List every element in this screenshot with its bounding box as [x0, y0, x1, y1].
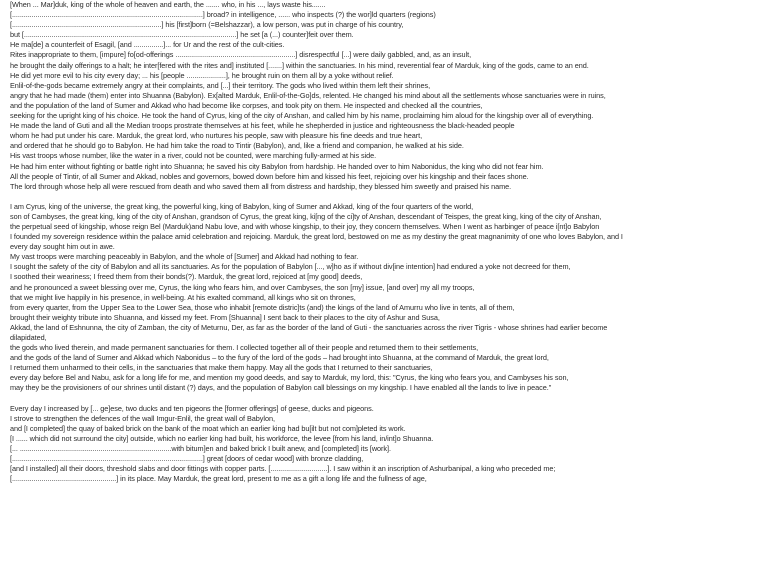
text-line: Every day I increased by [... ge]ese, two ducks and ten pigeons the [former offerings] of geese, ducks and pigeons.	[10, 403, 374, 413]
paragraph-building-works	[10, 404, 766, 485]
text-line: [.................................................................................................] great [doors of cedar wood] with bronze cladding,	[10, 454, 364, 464]
text-line: [I ...... which did not surround the city] outside, which no earlier king had built, his workforce, the levee [from his land, in/int]o Shuanna.	[10, 433, 434, 443]
paragraph-nabonidus-account	[10, 0, 766, 192]
text-line: angry that he had made (them) enter into Shuanna (Babylon). Ex[alted Marduk, Enlil-of-the-Go]ds, relented. He changed his mind about all the settlements whose sanctuaries were in ruins,	[10, 90, 606, 100]
text-line: I am Cyrus, king of the universe, the great king, the powerful king, king of Babylon, king of Sumer and Akkad, king of the four quarters of the world,	[10, 201, 474, 211]
text-line: He had him enter without fighting or battle right into Shuanna; he saved his city Babylon from hardship. He handed over to him Nabonidus, the king who did not fear him.	[10, 161, 544, 171]
text-line: he brought the daily offerings to a halt; he inter[fered with the rites and] instituted [.......] within the sanctuaries. In his mind, reverential fear of Marduk, king of the gods, came to an end.	[10, 60, 589, 70]
text-line: son of Cambyses, the great king, king of the city of Anshan, grandson of Cyrus, the great king, ki[ng of the ci]ty of Anshan, descendant of Teispes, the great king, king of the city of Anshan,	[10, 211, 602, 221]
text-line: My vast troops were marching peaceably in Babylon, and the whole of [Sumer] and Akkad had nothing to fear.	[10, 252, 359, 262]
text-line: [When ... Mar]duk, king of the whole of heaven and earth, the ....... who, in his ..., lays waste his.......	[10, 0, 326, 9]
text-line: and he pronounced a sweet blessing over me, Cyrus, the king who fears him, and over Cambyses, the son [my] issue, [and over] my all my troops,	[10, 282, 475, 292]
text-line: the gods who lived therein, and made permanent sanctuaries for them. I collected together all of their people and returned them to their settlements,	[10, 343, 479, 353]
paragraph-gap	[10, 192, 766, 202]
text-line: [and I installed] all their doors, threshold slabs and door fittings with copper parts. [.............................]. I saw within it an inscription of Ashurbanipal, a king who preceded me;	[10, 464, 556, 474]
text-line: [.................................................................................................] broad? in intelligence, ...... who inspects (?) the wor]ld quarters (regions)	[10, 10, 436, 20]
paragraph-cyrus-declaration	[10, 202, 766, 394]
text-line: [............................................................................] his [first]born (=Belshazzar), a low person, was put in charge of his country,	[10, 20, 404, 30]
text-line: and the population of the land of Sumer and Akkad who had become like corpses, and took pity on them. He inspected and checked all the countries,	[10, 100, 483, 110]
text-line: I sought the safety of the city of Babylon and all its sanctuaries. As for the population of Babylon [..., w]ho as if without div[ine intention] had endured a yoke not decreed for them,	[10, 262, 571, 272]
text-line: and ordered that he should go to Babylon. He had him take the road to Tintir (Babylon), and, like a friend and companion, he walked at his side.	[10, 141, 464, 151]
text-line: All the people of Tintir, of all Sumer and Akkad, nobles and governors, bowed down before him and kissed his feet, rejoicing over his kingship and their faces shone.	[10, 171, 529, 181]
text-line: He did yet more evil to his city every day; ... his [people ....................], he brought ruin on them all by a yoke without relief.	[10, 70, 394, 80]
text-line: dilapidated,	[10, 333, 47, 342]
text-line: The lord through whose help all were rescued from death and who saved them all from distress and hardship, they blessed him sweetly and praised his name.	[10, 181, 512, 191]
text-line: the perpetual seed of kingship, whose reign Bel (Marduk)and Nabu love, and with whose kingship, to their joy, they concern themselves. When I went as harbinger of peace i[nt]o Babylon	[10, 221, 600, 231]
text-line: Akkad, the land of Eshnunna, the city of Zamban, the city of Meturnu, Der, as far as the border of the land of Guti - the sanctuaries across the river Tigris - whose shrines had earlier become	[10, 322, 608, 332]
text-line: seeking for the upright king of his choice. He took the hand of Cyrus, king of the city of Anshan, and called him by his name, proclaiming him aloud for the kingship over all of everything.	[10, 111, 594, 121]
text-line: I founded my sovereign residence within the palace amid celebration and rejoicing. Marduk, the great lord, bestowed on me as my destiny the great magnanimity of one who loves Babylon, and I	[10, 232, 623, 242]
text-line: whom he had put under his care. Marduk, the great lord, who nurtures his people, saw with pleasure his fine deeds and true heart,	[10, 131, 423, 141]
text-line: but [............................................................................................................] he set [a (...) counter]feit over them.	[10, 30, 354, 40]
text-line: from every quarter, from the Upper Sea to the Lower Sea, those who inhabit [remote distric]ts (and) the kings of the land of Amurru who live in tents, all of them,	[10, 302, 515, 312]
text-line: [.....................................................] in its place. May Marduk, the great lord, present to me as a gift a long life and the fullness of age,	[10, 474, 427, 484]
text-line: and [I completed] the quay of baked brick on the bank of the moat which an earlier king had bu[ilt but not com]pleted its work.	[10, 423, 406, 433]
paragraph-gap	[10, 394, 766, 404]
text-line: I returned them unharmed to their cells, in the sanctuaries that make them happy. May all the gods that I returned to their sanctuaries,	[10, 363, 433, 373]
text-line: that we might live happily in his presence, in well-being. At his exalted command, all kings who sit on thrones,	[10, 292, 356, 302]
text-line: I strove to strengthen the defences of the wall Imgur-Enlil, the great wall of Babylon,	[10, 413, 275, 423]
text-line: I soothed their weariness; I freed them from their bonds(?). Marduk, the great lord, rejoiced at [my good] deeds,	[10, 272, 363, 282]
text-line: may they be the provisioners of our shrines until distant (?) days, and the population of Babylon call blessings on my kingship. I have enabled all the lands to live in peace."	[10, 383, 552, 393]
text-line: brought their weighty tribute into Shuanna, and kissed my feet. From [Shuanna] I sent back to their places to the city of Ashur and Susa,	[10, 312, 440, 322]
text-line: every day sought him out in awe.	[10, 242, 115, 252]
inscription-document	[10, 0, 766, 484]
text-line: His vast troops whose number, like the water in a river, could not be counted, were marching fully-armed at his side.	[10, 151, 377, 161]
text-line: He ma[de] a counterfeit of Esagil, [and ...............]... for Ur and the rest of the cult-cities.	[10, 40, 285, 50]
text-line: every day before Bel and Nabu, ask for a long life for me, and mention my good deeds, and say to Marduk, my lord, this: "Cyrus, the king who fears you, and Cambyses his son,	[10, 373, 569, 383]
text-line: and the gods of the land of Sumer and Akkad which Nabonidus – to the fury of the lord of the gods – had brought into Shuanna, at the command of Marduk, the great lord,	[10, 353, 549, 363]
text-line: He made the land of Guti and all the Median troops prostrate themselves at his feet, while he shepherded in justice and righteousness the black-headed people	[10, 121, 515, 131]
text-line: [... .............................................................................with bitum]en and baked brick I built anew, and [completed] its [work].	[10, 443, 391, 453]
text-line: Rites inappropriate to them, [impure] fo[od-offerings .............................................................] disrespectful [...] were daily gabbled, and, as an insult,	[10, 50, 472, 60]
text-line: Enlil-of-the-gods became extremely angry at their complaints, and [...] their territory. The gods who lived within them left their shrines,	[10, 80, 431, 90]
